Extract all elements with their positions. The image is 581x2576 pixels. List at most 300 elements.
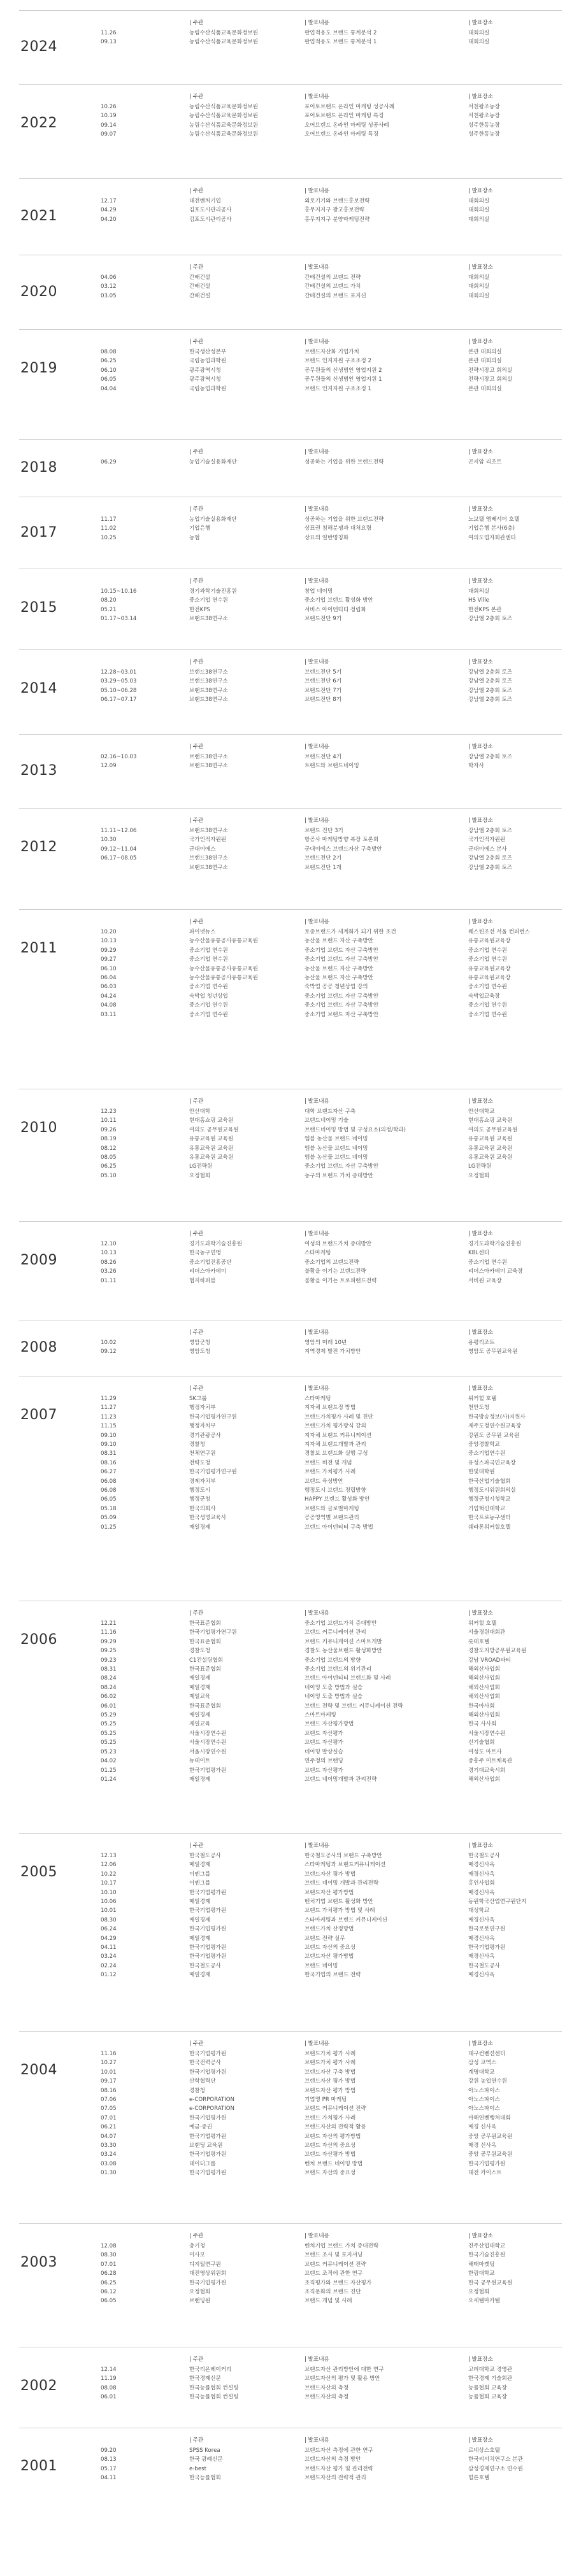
organizer-text: 브랜드38연구소 (189, 678, 228, 685)
date-column (101, 263, 196, 301)
organizer-text: 한국기업평가원 (189, 1767, 227, 1774)
header-spacer (101, 1384, 196, 1394)
organizer-text: 전략도청 (189, 1459, 211, 1466)
topic-text: 토종브랜드가 세계화가 되기 위한 조건 (305, 929, 396, 935)
organizer-column (189, 1097, 310, 1180)
topic-text: 스타마케팅과 브랜드 커뮤니케이션 (305, 1916, 387, 1923)
venue-text: 웨스틴조선 서울 컨퍼런스 (468, 929, 530, 935)
organizer-column (189, 2039, 310, 2178)
organizer-column (189, 92, 310, 139)
venue-text: 대회의실 (468, 283, 490, 290)
organizer-text: 한국기업평가원 (189, 2051, 227, 2057)
topic-text: 브랜드자산의 측정 (305, 2394, 349, 2401)
organizer-text: 농림수산식품교육문화정보원 (189, 122, 258, 129)
venue-text: 안산대학교 (468, 1108, 495, 1115)
organizer-text: 천체연구원 (189, 1450, 216, 1457)
organizer-text: e-CORPORATION (189, 2097, 234, 2104)
venue-text: 한국프로농구센터 (468, 1515, 511, 1522)
organizer-text: 농업기술실용화재단 (189, 516, 237, 523)
year-heading: 2024 (20, 39, 57, 55)
venue-column (468, 1097, 564, 1180)
year-heading: 2018 (20, 460, 57, 476)
topic-column (305, 816, 454, 872)
header-spacer (101, 2355, 196, 2365)
topic-text: 불황을 이기는 브랜드전략 (305, 1268, 366, 1275)
venue-text: 강원 농업연수원 (468, 2078, 507, 2085)
venue-text: HS Ville (468, 597, 489, 604)
year-heading: 2014 (20, 681, 57, 697)
venue-text: 해외산사업회 (468, 1694, 500, 1701)
organizer-text: 대전벤처기업 (189, 198, 221, 204)
topic-column (305, 448, 454, 467)
date-text: 11.23 (101, 1413, 117, 1420)
venue-text: 오세텔마카텔 (468, 2298, 500, 2305)
year-section (19, 649, 562, 734)
organizer-text: 경찰청 (189, 2087, 205, 2094)
date-text: 07.06 (101, 2097, 117, 2104)
date-text: 04.07 (101, 2133, 117, 2140)
date-text: 09.10 (101, 1441, 117, 1448)
organizer-text: 국가인적자원원 (189, 837, 227, 844)
organizer-column (189, 816, 310, 872)
date-text: 05.09 (101, 1515, 117, 1522)
venue-text: 행정도시위원회의실 (468, 1487, 516, 1494)
date-text: 12.09 (101, 763, 117, 770)
topic-column (305, 337, 454, 393)
topic-text: 브랜드자산의 측정 (305, 2384, 349, 2391)
topic-text: 중소기업 브랜드 자산 구축방안 (305, 1163, 379, 1170)
topic-header: | 발표내용 (305, 1231, 329, 1237)
topic-text: 네이밍 도출 방법과 실습 (305, 1694, 363, 1701)
venue-text: 영암도 공무원교육원 (468, 1348, 518, 1355)
organizer-text: 이사모 (189, 2252, 205, 2259)
date-text: 10.17 (101, 1880, 117, 1887)
venue-text: 대회의실 (468, 292, 490, 299)
organizer-text: 제일교육 (189, 1694, 211, 1701)
organizer-text: 한전KPS (189, 606, 210, 613)
organizer-column (189, 2355, 310, 2402)
year-heading: 2015 (20, 600, 57, 616)
year-heading: 2017 (20, 524, 57, 541)
organizer-text: 현대홈쇼핑 교육원 (189, 1117, 234, 1124)
header-spacer (101, 1609, 196, 1619)
venue-text: 한국경제 기술회관 (468, 2375, 513, 2382)
organizer-text: 브랜드38연구소 (189, 687, 228, 694)
topic-text: 경찰도 농산물브랜드 활성화방안 (305, 1648, 382, 1655)
venue-text: 중소기업 연수원 (468, 984, 507, 991)
venue-text: 매경신사옥 (468, 1935, 495, 1942)
venue-column (468, 2232, 564, 2306)
topic-column (305, 18, 454, 47)
venue-text: 힐튼호텔 (468, 2475, 490, 2482)
organizer-text: 농수산물유통공사유통교육원 (189, 938, 258, 945)
venue-column (468, 505, 564, 542)
year-section (19, 1221, 562, 1320)
date-text: 03.29~05.03 (101, 678, 137, 685)
date-text: 01.30 (101, 2170, 117, 2177)
venue-header: | 발표장소 (468, 1610, 493, 1617)
date-text: 04.29 (101, 207, 117, 214)
date-text: 05.29 (101, 1712, 117, 1719)
topic-text: 공무원들의 신생범인 영업지원 2 (305, 367, 382, 374)
venue-text: 대전 카이스트 (468, 2170, 502, 2177)
organizer-header: | 주관 (189, 2356, 204, 2363)
date-text: 10.15~10.16 (101, 588, 137, 595)
date-text: 08.20 (101, 597, 117, 604)
venue-text: 대회의실 (468, 588, 490, 595)
organizer-text: 유통교육원 교육원 (189, 1154, 234, 1161)
date-text: 04.11 (101, 1944, 117, 1951)
date-text: 01.25 (101, 1767, 117, 1774)
topic-text: 벤처기업 브랜드 가치 증대전략 (305, 2243, 379, 2249)
topic-header: | 발표내용 (305, 506, 329, 513)
date-text: 06.25 (101, 1163, 117, 1170)
date-text: 07.01 (101, 2261, 117, 2268)
date-text: 09.07 (101, 131, 117, 138)
topic-text: 중소기업 브랜드의 방향 (305, 1657, 361, 1664)
topic-text: 농구의 브랜드 가치 증대방안 (305, 1172, 373, 1179)
venue-text: 홍인사업회 (468, 1880, 495, 1887)
year-heading: 2003 (20, 2254, 57, 2270)
topic-text: 벤처기업 브랜드 활성화 방안 (305, 1899, 373, 1906)
organizer-header: | 주관 (189, 2041, 204, 2047)
header-spacer (101, 1229, 196, 1240)
date-column (101, 1609, 196, 1784)
topic-text: 브랜드자산의 전략적 관리 (305, 2475, 366, 2482)
venue-text: 학자사 (468, 763, 484, 770)
year-heading: 2004 (20, 2062, 57, 2078)
organizer-text: 한국능률협회 (189, 2475, 221, 2482)
venue-text: 진주산업대학교 (468, 2243, 506, 2249)
topic-text: 브랜드자산 평가 방법 (305, 2087, 356, 2094)
venue-column (468, 1609, 564, 1784)
organizer-text: 매일경제 (189, 1972, 211, 1979)
organizer-text: 디지털연구원 (189, 2261, 221, 2268)
topic-header: | 발표내용 (305, 659, 329, 665)
venue-text: 신기술협회 (468, 1739, 495, 1746)
venue-text: 대구컨벤션센터 (468, 2051, 506, 2057)
venue-text: 오정협회 (468, 1172, 490, 1179)
topic-text: 브랜드 전략 및 브랜드 커뮤니케이션 전략 (305, 1702, 403, 1709)
venue-text: 한국기술진흥원 (468, 2252, 506, 2259)
header-spacer (101, 187, 196, 197)
venue-column (468, 1384, 564, 1532)
venue-column (468, 18, 564, 47)
date-text: 04.04 (101, 385, 117, 392)
topic-text: 포어토브랜드 온라인 마케팅 성공사례 (305, 104, 395, 110)
organizer-header: | 주관 (189, 919, 204, 925)
topic-text: 오어브랜드 온라인 마케팅 특징 (305, 131, 379, 138)
venue-header: | 발표장소 (468, 1231, 493, 1237)
venue-header: | 발표장소 (468, 919, 493, 925)
date-text: 10.19 (101, 113, 117, 120)
topic-text: 영암의 미래 10년 (305, 1340, 347, 1346)
topic-text: 스타마케팅과 브랜드커뮤니케이션 (305, 1862, 386, 1869)
venue-text: 곤지암 리조트 (468, 459, 502, 465)
topic-text: 브랜드 전략 실무 (305, 1935, 345, 1942)
organizer-column (189, 2436, 310, 2483)
venue-text: 전략시장고 회의실 (468, 367, 513, 374)
date-text: 06.05 (101, 376, 117, 383)
year-section (19, 178, 562, 255)
organizer-column (189, 658, 310, 705)
year-heading: 2008 (20, 1340, 57, 1355)
date-text: 05.10 (101, 1172, 117, 1179)
topic-text: 엠블 농산물 브랜드 네이밍 (305, 1154, 368, 1161)
venue-text: 삼성 코엑스 (468, 2060, 497, 2067)
organizer-column (189, 1384, 310, 1532)
organizer-header: | 주관 (189, 1098, 204, 1105)
date-text: 06.01 (101, 1702, 117, 1709)
date-text: 06.24 (101, 1926, 117, 1933)
venue-text: 한국철도공사 (468, 1853, 500, 1859)
organizer-text: 한국기업평가원 (189, 2151, 227, 2158)
organizer-text: 한국표준협회 (189, 1702, 221, 1709)
date-text: 08.19 (101, 1136, 117, 1143)
venue-column (468, 337, 564, 393)
venue-text: 해외산사업회 (468, 1684, 500, 1691)
organizer-text: 한국기업평가원 (189, 2279, 227, 2286)
venue-text: 유성스파국민교육장 (468, 1459, 516, 1466)
date-text: 11.26 (101, 30, 117, 36)
organizer-text: 농수산물유통공사유통교육원 (189, 975, 258, 982)
organizer-text: 한국기업평가원 (189, 2170, 227, 2177)
year-heading: 2005 (20, 1864, 57, 1880)
venue-text: 용평리조트 (468, 1340, 495, 1346)
venue-text: 경찰도지방공무원교육원 (468, 1648, 527, 1655)
year-heading: 2009 (20, 1252, 57, 1268)
organizer-text: 행정자치부 (189, 1423, 216, 1430)
venue-header: | 발표장소 (468, 339, 493, 345)
organizer-text: 한국표준협회 (189, 1666, 221, 1673)
topic-text: 경찰보 브랜드화 실행 구성 (305, 1450, 368, 1457)
venue-text: 서천왕조농장 (468, 104, 500, 110)
organizer-text: 간배건설 (189, 283, 211, 290)
date-column (101, 1384, 196, 1532)
topic-column (305, 187, 454, 224)
organizer-text: 한국기업평가원 (189, 1889, 227, 1896)
organizer-text: 행정도시 (189, 1487, 211, 1494)
topic-text: 숙박업 공공 청년상업 강의 (305, 984, 368, 991)
organizer-text: 한국능률협회 컨설팅 (189, 2394, 239, 2401)
year-heading: 2006 (20, 1632, 57, 1648)
organizer-header: | 주관 (189, 1610, 204, 1617)
venue-text: 삼성경제연구소 연수원 (468, 2465, 523, 2472)
date-text: 01.24 (101, 1776, 117, 1783)
topic-text: 브랜드 가치평가 사례 (305, 1469, 356, 1476)
date-text: 11.15 (101, 1423, 117, 1430)
date-text: 10.13 (101, 1250, 117, 1257)
organizer-column (189, 1328, 310, 1357)
organizer-text: 한국리온베이커리 (189, 2367, 232, 2373)
topic-text: 스타마케팅 (305, 1250, 331, 1257)
topic-column (305, 2039, 454, 2178)
topic-text: 상표의 일반명칭화 (305, 534, 349, 541)
header-spacer (101, 917, 196, 928)
topic-header: | 발표내용 (305, 94, 329, 100)
venue-text: 대회의실 (468, 216, 490, 223)
venue-text: 오정협회 (468, 2289, 490, 2296)
organizer-text: 유통교육원 교육원 (189, 1145, 234, 1152)
date-column (101, 1328, 196, 1357)
date-text: 09.10 (101, 1432, 117, 1439)
venue-text: 한국기업평가원 (468, 1944, 506, 1951)
venue-column (468, 1841, 564, 1980)
organizer-text: e-CORPORATION (189, 2105, 234, 2112)
date-text: 08.26 (101, 1259, 117, 1266)
date-text: 01.11 (101, 1277, 117, 1284)
topic-text: 브랜드 인지자원 구조조정 2 (305, 358, 371, 365)
date-text: 12.23 (101, 1108, 117, 1115)
venue-header: | 발표장소 (468, 1385, 493, 1392)
date-text: 06.01 (101, 2394, 117, 2401)
topic-text: 브랜드와 글로벌마케팅 (305, 1505, 359, 1512)
topic-text: 중소기업 브랜드 자산 구축방안 (305, 993, 379, 1000)
topic-text: 지자체 브랜드개발과 관리 (305, 1441, 366, 1448)
topic-text: 브랜드 자산의 평가방법 (305, 2133, 361, 2140)
date-column (101, 2039, 196, 2178)
year-section (19, 808, 562, 909)
organizer-text: 김포도시관리공사 (189, 216, 232, 223)
date-text: 12.06 (101, 1862, 117, 1869)
venue-header: | 발표장소 (468, 2437, 493, 2444)
topic-text: 브랜드가치 평가방식 강의 (305, 1423, 366, 1430)
date-text: 11.29 (101, 1396, 117, 1402)
topic-text: 브랜드 네이밍 (305, 1962, 338, 1969)
venue-text: 롯데호텔 (468, 1638, 490, 1645)
topic-text: 서비스 아이덴티티 정립화 (305, 606, 366, 613)
topic-text: 브랜드 커뮤니케이션 전략 (305, 2105, 366, 2112)
header-spacer (101, 92, 196, 103)
date-text: 05.25 (101, 1730, 117, 1737)
venue-column (468, 917, 564, 1019)
organizer-text: 광주광역시청 (189, 367, 221, 374)
date-column (101, 742, 196, 771)
venue-column (468, 1229, 564, 1285)
venue-text: 전략시장고 회의실 (468, 376, 513, 383)
topic-text: 브랜드자산 평가 및 관리전략 (305, 2465, 373, 2472)
date-text: 10.01 (101, 2069, 117, 2076)
organizer-text: 매일경제 (189, 1712, 211, 1719)
date-text: 06.12 (101, 2289, 117, 2296)
topic-text: 포어토브랜드 온라인 마케팅 특징 (305, 113, 384, 120)
venue-text: 강원도 공무원 교육원 (468, 1432, 520, 1439)
venue-column (468, 2355, 564, 2402)
organizer-text: 오정협회 (189, 2289, 211, 2296)
topic-header: | 발표내용 (305, 578, 329, 584)
organizer-column (189, 2232, 310, 2306)
venue-column (468, 577, 564, 624)
year-heading: 2002 (20, 2378, 57, 2394)
date-text: 08.16 (101, 2087, 117, 2094)
topic-text: 중소기업 브랜드 자산 구축방안 (305, 956, 379, 963)
date-column (101, 18, 196, 47)
organizer-header: | 주관 (189, 339, 204, 345)
topic-text: 스타마케팅 (305, 1396, 331, 1402)
organizer-text: SPSS Korea (189, 2447, 220, 2454)
date-text: 03.08 (101, 2160, 117, 2167)
topic-text: 중소기업 브랜드가치 증대방안 (305, 1620, 377, 1627)
topic-column (305, 1841, 454, 1980)
date-text: 05.17 (101, 2465, 117, 2472)
topic-text: 브랜드 커뮤니케이션 스마트개발 (305, 1638, 382, 1645)
venue-text: 매경 신사옥 (468, 2124, 497, 2131)
date-text: 10.10 (101, 1889, 117, 1896)
year-heading: 2020 (20, 283, 57, 300)
organizer-text: 농림수산식품교육문화정보원 (189, 104, 258, 110)
topic-text: 중소기업 브랜드 자산 구축방안 (305, 947, 379, 954)
organizer-header: | 주관 (189, 94, 204, 100)
organizer-text: 농수산물유통공사유통교육원 (189, 965, 258, 972)
date-text: 11.17 (101, 516, 117, 523)
organizer-column (189, 18, 310, 47)
organizer-text: 한국기업평가연구원 (189, 1629, 237, 1636)
date-text: 10.22 (101, 1871, 117, 1878)
venue-text: 중소기업 연수원 (468, 1011, 507, 1018)
topic-text: 브랜드가치평가 사례 및 진단 (305, 1413, 373, 1420)
topic-column (305, 263, 454, 301)
header-spacer (101, 816, 196, 826)
venue-text: 서울시장연수원 (468, 1730, 506, 1737)
organizer-text: 한국경제신문 (189, 2375, 221, 2382)
topic-header: | 발표내용 (305, 188, 329, 194)
topic-text: 브랜드 비전 및 개념 (305, 1459, 352, 1466)
organizer-column (189, 337, 310, 393)
organizer-text: 영암도청 (189, 1348, 211, 1355)
topic-text: 브랜드전단 5기 (305, 669, 342, 676)
venue-text: 행정군청시청학교 (468, 1496, 511, 1503)
organizer-text: 매일경제 (189, 1916, 211, 1923)
venue-text: 계명대학교 (468, 2069, 495, 2076)
topic-text: 항공사 마케팅방향 복장 토론회 (305, 837, 379, 844)
date-text: 06.29 (101, 459, 117, 465)
date-text: 04.20 (101, 216, 117, 223)
organizer-text: 한국기업평가원 (189, 1944, 227, 1951)
topic-text: 스마트마케팅 (305, 1712, 336, 1719)
date-text: 04.08 (101, 1002, 117, 1009)
date-text: 08.31 (101, 1450, 117, 1457)
organizer-header: | 주관 (189, 1231, 204, 1237)
venue-text: 여의도 공무원교육원 (468, 1126, 518, 1133)
topic-text: 브랜드 조사 및 포지셔닝 (305, 2252, 363, 2259)
organizer-text: 오정협회 (189, 1172, 211, 1179)
organizer-header: | 주관 (189, 188, 204, 194)
organizer-text: 한국표준협회 (189, 1620, 221, 1627)
organizer-text: 간배건설 (189, 292, 211, 299)
topic-column (305, 2436, 454, 2483)
date-column (101, 816, 196, 872)
venue-text: 고려대학교 경영관 (468, 2367, 513, 2373)
topic-text: 브랜드자산 평가방법 (305, 1953, 354, 1960)
venue-column (468, 2436, 564, 2483)
date-text: 03.24 (101, 2151, 117, 2158)
date-text: 06.08 (101, 1487, 117, 1494)
organizer-header: | 주관 (189, 264, 204, 271)
date-text: 09.14 (101, 122, 117, 129)
topic-text: 브랜드 진단 3기 (305, 828, 343, 834)
venue-header: | 발표장소 (468, 20, 493, 26)
date-text: 11.11~12.06 (101, 828, 137, 834)
organizer-column (189, 505, 310, 542)
topic-text: 브랜드 조직에 관한 연구 (305, 2270, 363, 2277)
organizer-text: 산학협력단 (189, 2078, 216, 2085)
venue-text: 매경신사옥 (468, 1916, 495, 1923)
topic-text: 브랜드 네이밍 개발과 관리전략 (305, 1880, 379, 1887)
organizer-text: 경기도과학기술진흥원 (189, 1241, 243, 1247)
venue-text: 리더스아카데미 교육장 (468, 1268, 523, 1275)
date-text: 01.17~03.14 (101, 616, 137, 623)
topic-text: 간배건설의 브랜드 가치 (305, 283, 361, 290)
